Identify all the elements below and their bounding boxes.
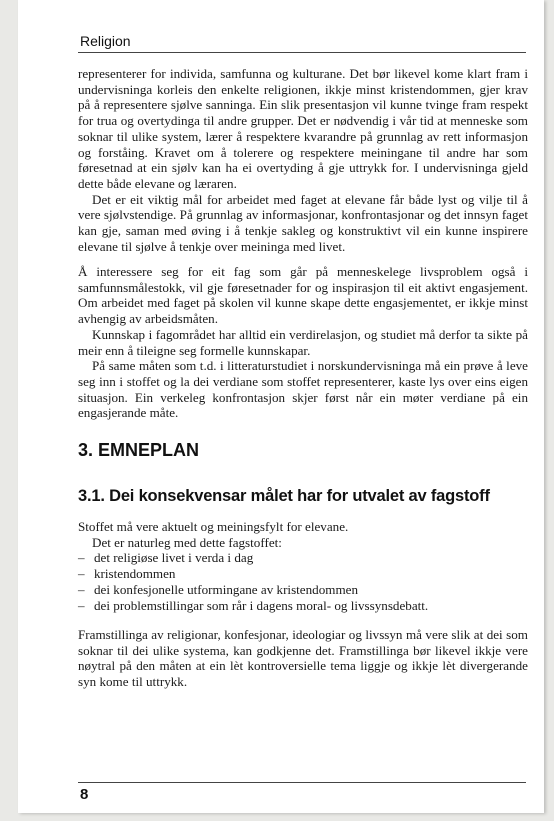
paragraph: Stoffet må vere aktuelt og meiningsfylt for elevane. <box>78 519 349 534</box>
subsection-body <box>78 519 528 613</box>
paragraph: Kunnskap i fagområdet har alltid ein verdirelasjon, og studiet må derfor ta sikte på meir enn å tileigne seg formelle kunnskapar. <box>78 326 528 358</box>
footer-rule <box>78 782 526 783</box>
running-header: Religion <box>80 33 131 49</box>
subsection-heading: 3.1. Dei konsekvensar målet har for utvalet av fagstoff <box>78 487 490 505</box>
page-number: 8 <box>80 786 89 803</box>
paragraph: Framstillinga av religionar, konfesjonar, ideologiar og livssyn må vere slik at dei som soknar til dei ulike systema, kan godkjenne det. Framstillinga bør likevel ikkje vere nøytral på den måten at ein lèt kontroversielle tema liggje og ikkje lèt divergerande syn kome til uttrykk. <box>78 627 528 690</box>
header-rule <box>78 52 526 53</box>
engagement-block <box>78 264 528 421</box>
paragraph: Å interessere seg for eit fag som går på menneskelege livsproblem også i samfunnsmålestokk, vil gje føresetnader for og inspirasjon til eit aktivt engasjement. Om arbeidet med faget på skolen vil kunne skape dette engasjementet, er ikkje minst avhengig av arbeidsmåten. <box>78 264 528 327</box>
list-item: – dei konfesjonelle utformingane av kristendommen <box>78 582 528 598</box>
list-item: – kristendommen <box>78 566 528 582</box>
intro-block <box>78 66 528 254</box>
list-item: – dei problemstillingar som rår i dagens moral- og livssynsdebatt. <box>78 598 528 614</box>
section-heading: 3. EMNEPLAN <box>78 440 200 460</box>
paragraph: representerer for individa, samfunna og kulturane. Det bør likevel kome klart fram i undervisninga korleis den enkelte religionen, ikkje minst kristendommen, gjer krav på å representere sjølve sanninga. Ein slik presentasjon vil kunne tvinge fram respekt for trua og overtydinga til andre grupper. Det er nødvendig i vår tid at menneske som soknar til ulike system, lærer å respektere kvarandre på grunnlag av rett informasjon og forståing. Kravet om å tolerere og respektere meiningane til andre har som føresetnad at ein sjølv kan ha ei overtyding å gje uttrykk for. I undervisninga gjeld dette både elevane og læraren. <box>78 66 528 191</box>
list-item: – det religiøse livet i verda i dag <box>78 550 528 566</box>
paragraph: Det er naturleg med dette fagstoffet: <box>92 534 282 550</box>
paragraph: På same måten som t.d. i litteraturstudiet i norskundervisninga må ein prøve å leve seg inn i stoffet og la dei verdiane som stoffet representerer, kaste lys over eins eigen situasjon. Ein verkeleg konfrontasjon skjer først når ein møter verdiane på ein engasjerande måte. <box>78 358 528 421</box>
topic-list <box>78 550 528 613</box>
presentation-block <box>78 627 528 690</box>
paragraph: Det er eit viktig mål for arbeidet med faget at elevane får både lyst og vilje til å vere sjølvstendige. På grunnlag av informasjonar, konfrontasjonar og det innsyn faget kan gje, saman med øving i å tenkje sakleg og konstruktivt vil ein kunne inspirere elevane til sjølve å tenkje over meininga med livet. <box>78 191 528 254</box>
